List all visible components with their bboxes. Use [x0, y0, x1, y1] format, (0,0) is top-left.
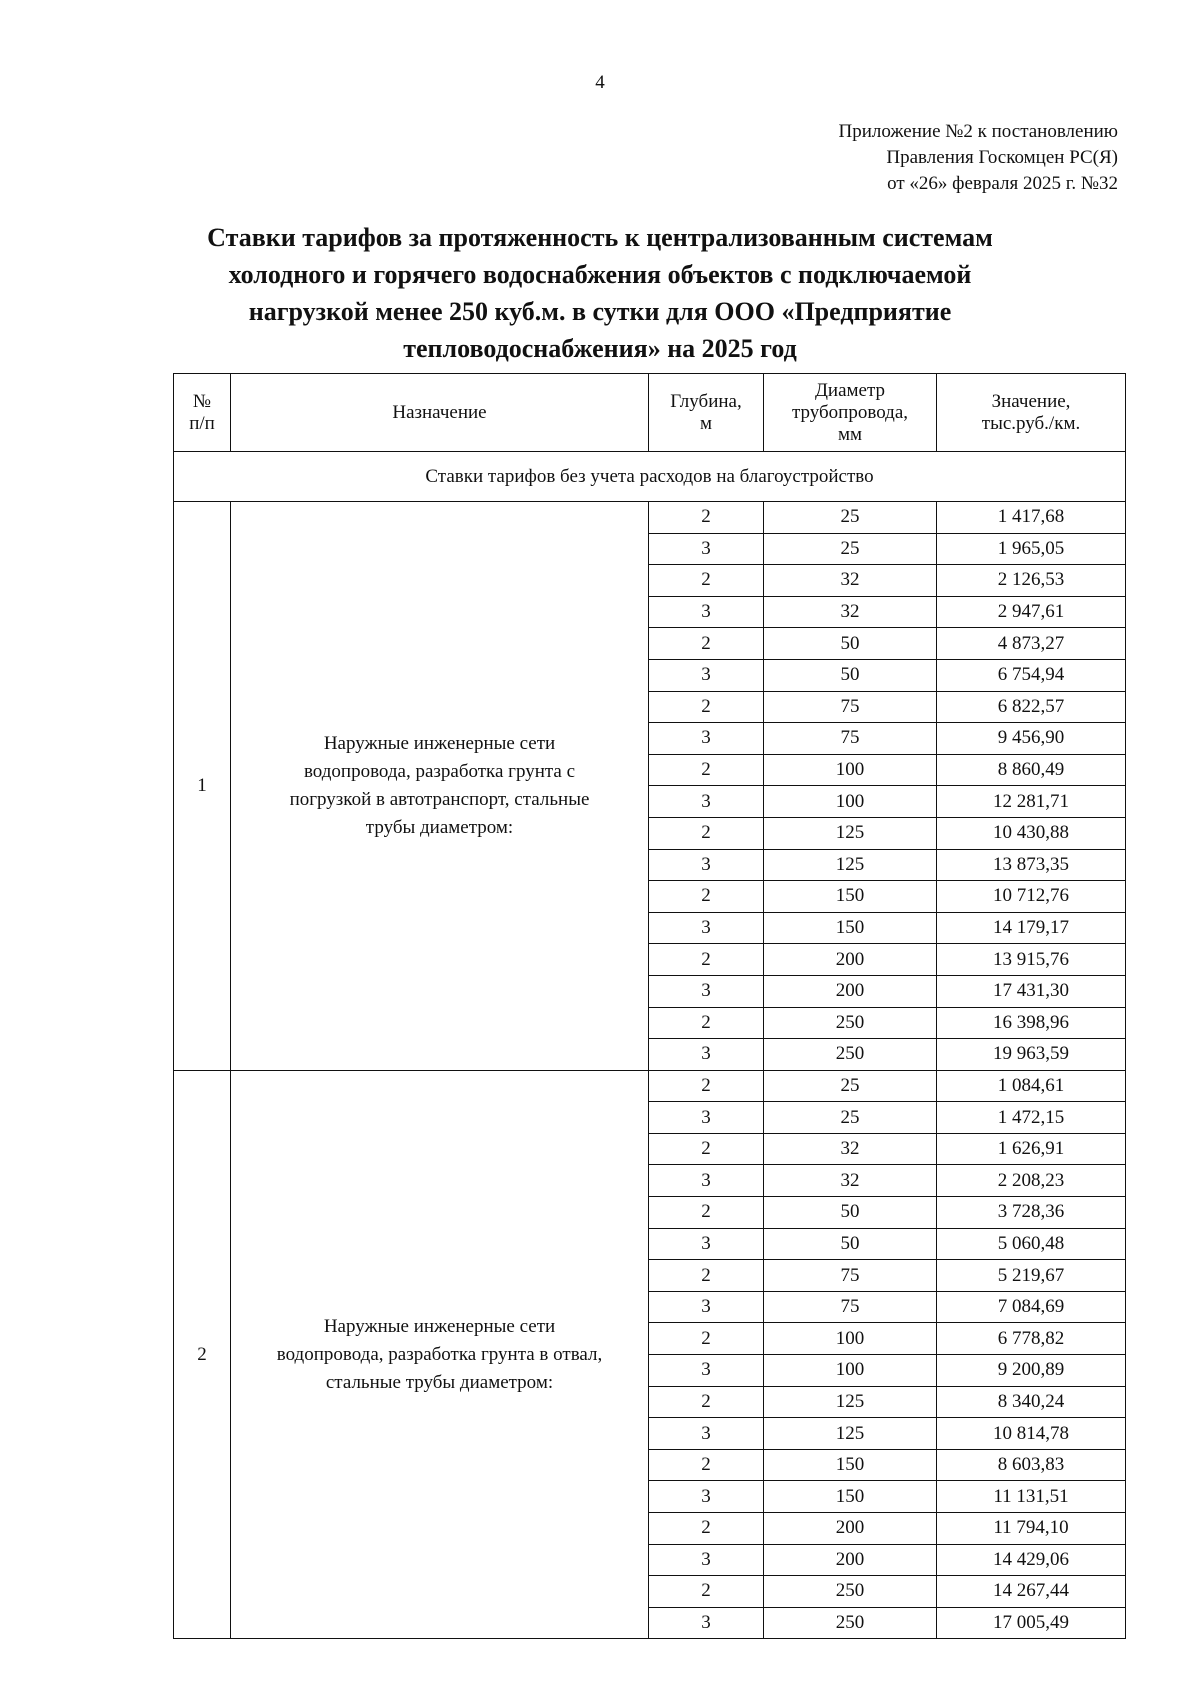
- diameter-cell: 150: [764, 881, 937, 913]
- depth-cell: 2: [649, 1070, 764, 1102]
- value-cell: 2 126,53: [937, 565, 1126, 597]
- value-cell: 3 728,36: [937, 1197, 1126, 1229]
- description-line: Наружные инженерные сети: [323, 732, 556, 754]
- diameter-cell: 100: [764, 754, 937, 786]
- depth-cell: 3: [649, 975, 764, 1007]
- diameter-cell: 50: [764, 628, 937, 660]
- header-purpose: Назначение: [231, 374, 649, 452]
- diameter-cell: 75: [764, 1260, 937, 1292]
- appendix-line: Приложение №2 к постановлению: [838, 121, 1118, 142]
- diameter-cell: 75: [764, 723, 937, 755]
- diameter-cell: 125: [764, 817, 937, 849]
- depth-cell: 2: [649, 565, 764, 597]
- diameter-cell: 150: [764, 1481, 937, 1513]
- depth-cell: 2: [649, 1449, 764, 1481]
- header-value: Значение, тыс.руб./км.: [937, 374, 1126, 452]
- value-cell: 13 873,35: [937, 849, 1126, 881]
- depth-cell: 2: [649, 1197, 764, 1229]
- title-line: Ставки тарифов за протяженность к централизованным системам: [207, 223, 993, 252]
- depth-cell: 2: [649, 1323, 764, 1355]
- depth-cell: 3: [649, 849, 764, 881]
- value-cell: 8 603,83: [937, 1449, 1126, 1481]
- value-cell: 7 084,69: [937, 1291, 1126, 1323]
- value-cell: 5 060,48: [937, 1228, 1126, 1260]
- document-title: [150, 219, 1050, 367]
- tariff-table: [173, 373, 1126, 1639]
- table-row: [174, 502, 1126, 534]
- description-line: стальные трубы диаметром:: [325, 1371, 554, 1393]
- value-cell: 1 417,68: [937, 502, 1126, 534]
- diameter-cell: 200: [764, 1544, 937, 1576]
- table-header-row: [174, 374, 1126, 452]
- depth-cell: 2: [649, 1133, 764, 1165]
- value-cell: 11 131,51: [937, 1481, 1126, 1513]
- purpose-description: [231, 1070, 649, 1639]
- diameter-cell: 25: [764, 1102, 937, 1134]
- value-cell: 12 281,71: [937, 786, 1126, 818]
- value-cell: 19 963,59: [937, 1039, 1126, 1071]
- purpose-description: [231, 502, 649, 1071]
- title-line: нагрузкой менее 250 куб.м. в сутки для ООО «Предприятие: [248, 297, 952, 326]
- value-cell: 1 472,15: [937, 1102, 1126, 1134]
- diameter-cell: 50: [764, 1228, 937, 1260]
- diameter-cell: 75: [764, 1291, 937, 1323]
- value-cell: 1 084,61: [937, 1070, 1126, 1102]
- depth-cell: 2: [649, 1576, 764, 1608]
- depth-cell: 2: [649, 691, 764, 723]
- value-cell: 1 626,91: [937, 1133, 1126, 1165]
- diameter-cell: 200: [764, 1513, 937, 1545]
- depth-cell: 2: [649, 628, 764, 660]
- table-row: [174, 1070, 1126, 1102]
- diameter-cell: 32: [764, 565, 937, 597]
- diameter-cell: 32: [764, 1133, 937, 1165]
- value-cell: 2 947,61: [937, 596, 1126, 628]
- value-cell: 2 208,23: [937, 1165, 1126, 1197]
- value-cell: 17 431,30: [937, 975, 1126, 1007]
- depth-cell: 2: [649, 817, 764, 849]
- appendix-line: Правления Госкомцен РС(Я): [886, 147, 1118, 168]
- row-number: 1: [174, 502, 231, 1071]
- diameter-cell: 150: [764, 912, 937, 944]
- depth-cell: 3: [649, 1228, 764, 1260]
- depth-cell: 3: [649, 1355, 764, 1387]
- section-label: Ставки тарифов без учета расходов на благоустройство: [174, 452, 1126, 502]
- description-line: водопровода, разработка грунта в отвал,: [276, 1343, 603, 1365]
- header-num: № п/п: [174, 374, 231, 452]
- diameter-cell: 32: [764, 596, 937, 628]
- depth-cell: 2: [649, 1007, 764, 1039]
- diameter-cell: 200: [764, 975, 937, 1007]
- value-cell: 6 754,94: [937, 659, 1126, 691]
- value-cell: 4 873,27: [937, 628, 1126, 660]
- depth-cell: 3: [649, 912, 764, 944]
- diameter-cell: 250: [764, 1007, 937, 1039]
- value-cell: 14 179,17: [937, 912, 1126, 944]
- page-number: 4: [595, 72, 605, 93]
- value-cell: 9 200,89: [937, 1355, 1126, 1387]
- depth-cell: 3: [649, 1607, 764, 1639]
- description-line: водопровода, разработка грунта с: [303, 760, 576, 782]
- value-cell: 16 398,96: [937, 1007, 1126, 1039]
- diameter-cell: 32: [764, 1165, 937, 1197]
- diameter-cell: 125: [764, 849, 937, 881]
- depth-cell: 3: [649, 786, 764, 818]
- diameter-cell: 50: [764, 659, 937, 691]
- value-cell: 5 219,67: [937, 1260, 1126, 1292]
- value-cell: 10 430,88: [937, 817, 1126, 849]
- header-diameter: Диаметр трубопровода, мм: [764, 374, 937, 452]
- depth-cell: 3: [649, 1102, 764, 1134]
- depth-cell: 2: [649, 944, 764, 976]
- diameter-cell: 75: [764, 691, 937, 723]
- value-cell: 14 267,44: [937, 1576, 1126, 1608]
- depth-cell: 2: [649, 1513, 764, 1545]
- title-line: холодного и горячего водоснабжения объектов с подключаемой: [228, 260, 972, 289]
- depth-cell: 3: [649, 596, 764, 628]
- depth-cell: 3: [649, 533, 764, 565]
- description-line: погрузкой в автотранспорт, стальные: [289, 788, 590, 810]
- diameter-cell: 50: [764, 1197, 937, 1229]
- title-line: тепловодоснабжения» на 2025 год: [403, 334, 797, 363]
- value-cell: 8 340,24: [937, 1386, 1126, 1418]
- diameter-cell: 100: [764, 1355, 937, 1387]
- value-cell: 1 965,05: [937, 533, 1126, 565]
- value-cell: 8 860,49: [937, 754, 1126, 786]
- diameter-cell: 150: [764, 1449, 937, 1481]
- depth-cell: 2: [649, 502, 764, 534]
- diameter-cell: 250: [764, 1607, 937, 1639]
- depth-cell: 2: [649, 881, 764, 913]
- diameter-cell: 25: [764, 1070, 937, 1102]
- diameter-cell: 250: [764, 1576, 937, 1608]
- depth-cell: 3: [649, 1418, 764, 1450]
- depth-cell: 3: [649, 1039, 764, 1071]
- value-cell: 9 456,90: [937, 723, 1126, 755]
- value-cell: 14 429,06: [937, 1544, 1126, 1576]
- appendix-reference: [839, 119, 1118, 197]
- depth-cell: 3: [649, 723, 764, 755]
- value-cell: 6 822,57: [937, 691, 1126, 723]
- diameter-cell: 25: [764, 502, 937, 534]
- diameter-cell: 250: [764, 1039, 937, 1071]
- diameter-cell: 125: [764, 1386, 937, 1418]
- description-line: трубы диаметром:: [365, 816, 514, 838]
- depth-cell: 2: [649, 1386, 764, 1418]
- depth-cell: 3: [649, 1165, 764, 1197]
- depth-cell: 2: [649, 754, 764, 786]
- value-cell: 17 005,49: [937, 1607, 1126, 1639]
- row-number: 2: [174, 1070, 231, 1639]
- description-line: Наружные инженерные сети: [323, 1315, 556, 1337]
- depth-cell: 3: [649, 1481, 764, 1513]
- depth-cell: 3: [649, 1291, 764, 1323]
- depth-cell: 2: [649, 1260, 764, 1292]
- diameter-cell: 125: [764, 1418, 937, 1450]
- depth-cell: 3: [649, 659, 764, 691]
- header-depth: Глубина, м: [649, 374, 764, 452]
- value-cell: 10 712,76: [937, 881, 1126, 913]
- diameter-cell: 100: [764, 1323, 937, 1355]
- appendix-line: от «26» февраля 2025 г. №32: [887, 173, 1118, 194]
- diameter-cell: 25: [764, 533, 937, 565]
- value-cell: 13 915,76: [937, 944, 1126, 976]
- section-row: [174, 452, 1126, 502]
- value-cell: 11 794,10: [937, 1513, 1126, 1545]
- diameter-cell: 100: [764, 786, 937, 818]
- value-cell: 6 778,82: [937, 1323, 1126, 1355]
- diameter-cell: 200: [764, 944, 937, 976]
- depth-cell: 3: [649, 1544, 764, 1576]
- value-cell: 10 814,78: [937, 1418, 1126, 1450]
